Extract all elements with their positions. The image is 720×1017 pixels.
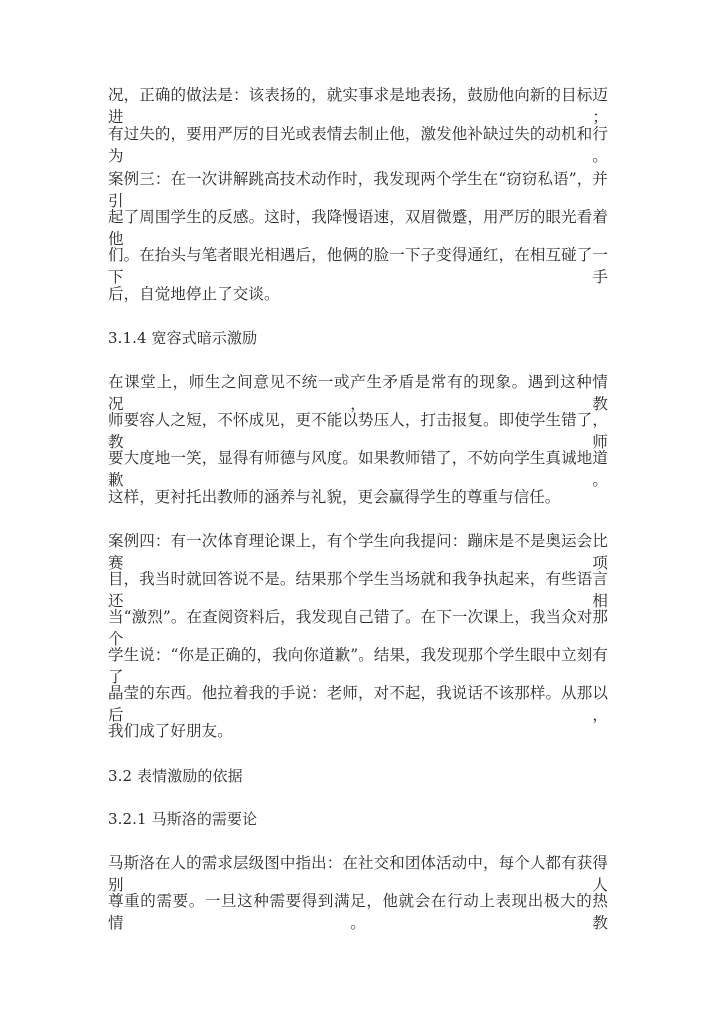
paragraph-line: 案例四：有一次体育理论课上，有个学生向我提问：蹦床是不是奥运会比赛项 [108, 532, 608, 572]
paragraph-line: 这样，更衬托出教师的涵养与礼貌，更会赢得学生的尊重与信任。 [108, 488, 561, 506]
paragraph-line: 要大度地一笑，显得有师德与风度。如果教师错了，不妨向学生真诚地道歉。 [108, 449, 608, 489]
paragraph-line: 师要容人之短，不怀成见，更不能以势压人，打击报复。即使学生错了，教师 [108, 411, 608, 451]
paragraph-line: 马斯洛在人的需求层级图中指出：在社交和团体活动中，每个人都有获得别人 [108, 854, 608, 894]
paragraph-line: 在课堂上，师生之间意见不统一或产生矛盾是常有的现象。遇到这种情况，教 [108, 373, 608, 413]
section-heading: 3.1.4 宽容式暗示激励 [108, 329, 258, 347]
section-heading: 3.2 表情激励的依据 [108, 767, 243, 785]
paragraph-line: 晶莹的东西。他拉着我的手说：老师，对不起，我说话不该那样。从那以后， [108, 684, 608, 724]
paragraph-line: 况，正确的做法是：该表扬的，就实事求是地表扬，鼓励他向新的目标迈进； [108, 86, 608, 126]
paragraph-line: 有过失的，要用严厉的目光或表情去制止他，激发他补缺过失的动机和行为。 [108, 125, 608, 165]
paragraph-line: 案例三：在一次讲解跳高技术动作时，我发现两个学生在“窃窃私语”，并引 [108, 170, 608, 210]
subsection-heading: 3.2.1 马斯洛的需要论 [108, 810, 258, 828]
paragraph-line: 尊重的需要。一旦这种需要得到满足，他就会在行动上表现出极大的热情。教 [108, 892, 608, 932]
paragraph-line: 目，我当时就回答说不是。结果那个学生当场就和我争执起来，有些语言还相 [108, 570, 608, 610]
paragraph-line: 起了周围学生的反感。这时，我降慢语速，双眉微蹙，用严厉的眼光看着他 [108, 208, 608, 248]
paragraph-line: 们。在抬头与笔者眼光相遇后，他俩的脸一下子变得通红，在相互碰了一下手 [108, 246, 608, 286]
paragraph-line: 当“激烈”。在查阅资料后，我发现自己错了。在下一次课上，我当众对那个 [108, 608, 608, 648]
paragraph-line: 后，自觉地停止了交谈。 [108, 285, 280, 303]
paragraph-line: 我们成了好朋友。 [108, 722, 233, 740]
paragraph-line: 学生说：“你是正确的，我向你道歉”。结果，我发现那个学生眼中立刻有了 [108, 646, 608, 686]
